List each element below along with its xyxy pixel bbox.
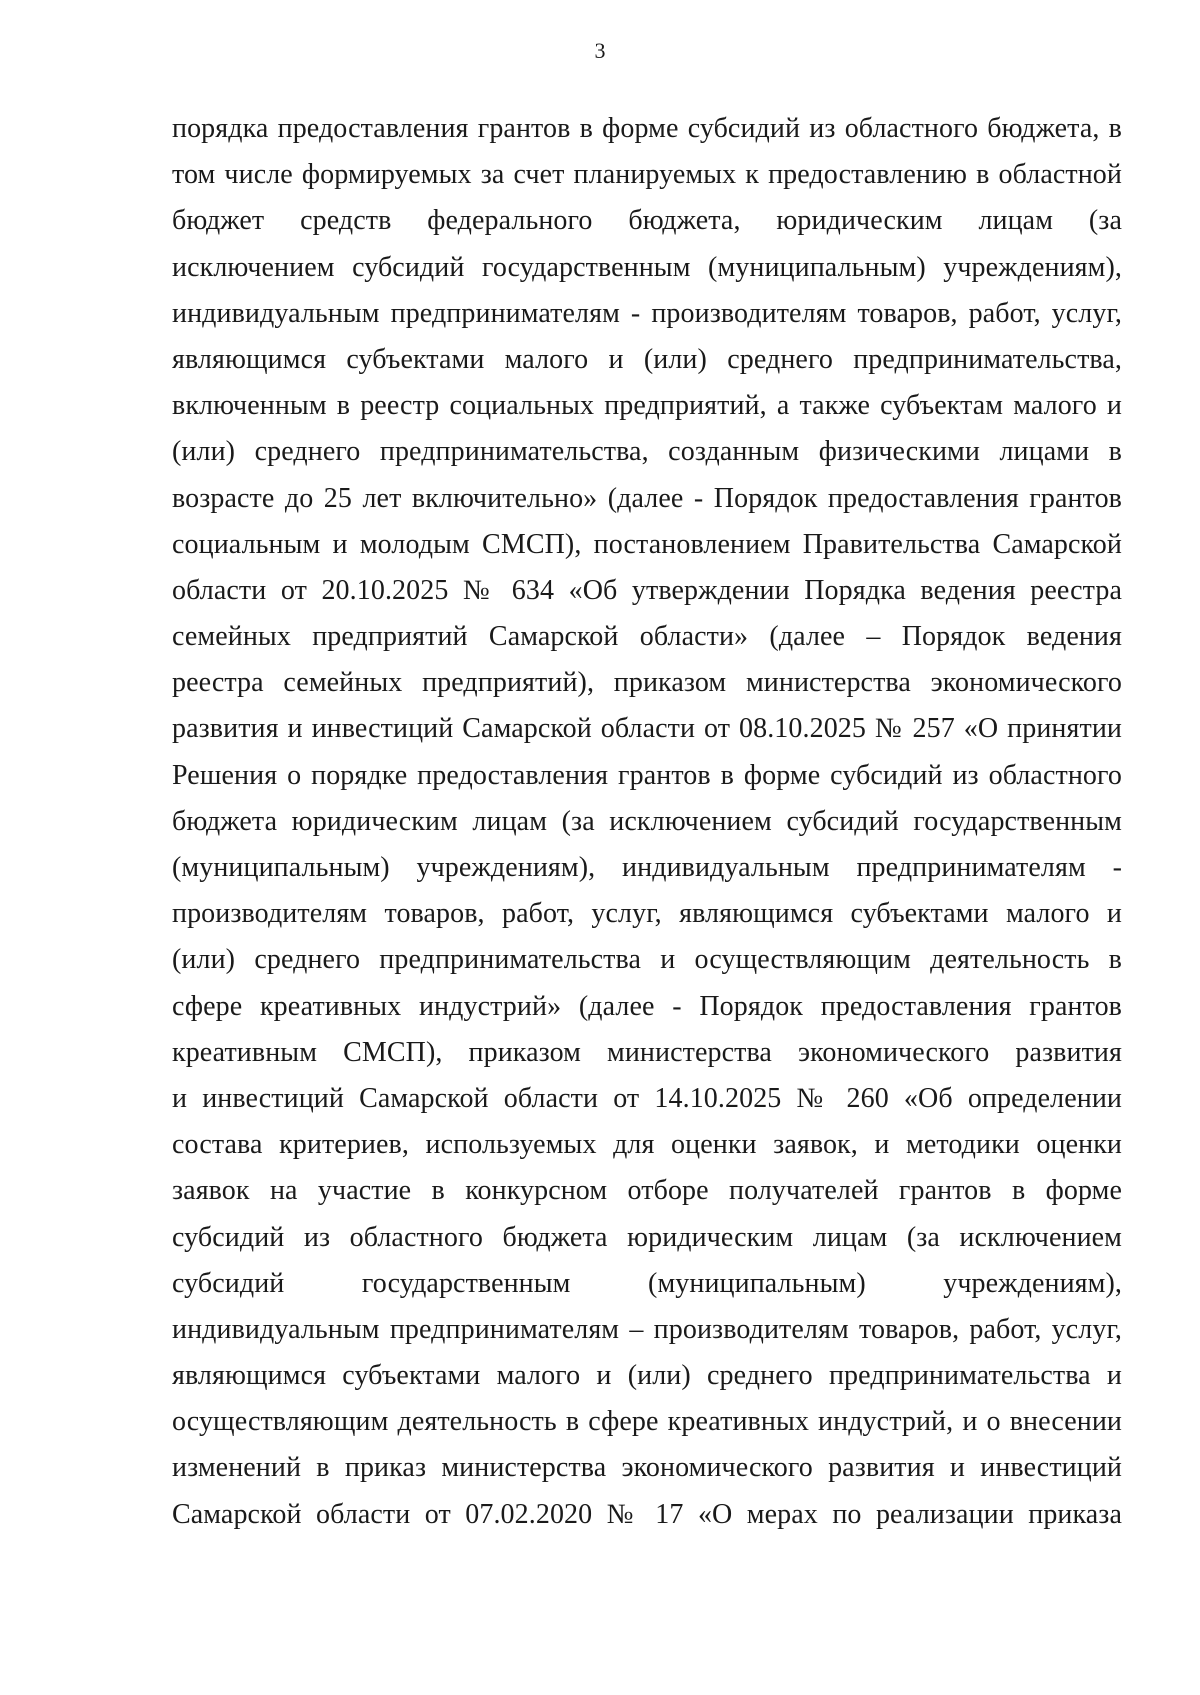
text-line: (или) среднего предпринимательства и осуществляющим деятельность в [172,944,1122,976]
text-line: бюджет средств федерального бюджета, юридическим лицам (за [172,205,1122,237]
text-line: субсидий государственным (муниципальным) учреждениям), [172,1267,1122,1299]
body-paragraph [172,106,1122,1538]
text-line: Решения о порядке предоставления грантов в форме субсидий из областного [172,759,1122,791]
text-line: бюджета юридическим лицам (за исключением субсидий государственным [172,805,1122,837]
text-line: субсидий из областного бюджета юридическим лицам (за исключением [172,1221,1122,1253]
text-line: состава критериев, используемых для оценки заявок, и методики оценки [172,1129,1122,1161]
text-line: реестра семейных предприятий), приказом министерства экономического [172,667,1122,699]
text-line: производителям товаров, работ, услуг, являющимся субъектами малого и [172,898,1122,930]
text-line: креативным СМСП), приказом министерства экономического развития [172,1036,1122,1068]
text-line: сфере креативных индустрий» (далее - Порядок предоставления грантов [172,990,1122,1022]
text-line: области от 20.10.2025 № 634 «Об утверждении Порядка ведения реестра [172,574,1122,606]
text-line: семейных предприятий Самарской области» (далее – Порядок ведения [172,621,1122,653]
text-line: индивидуальным предпринимателям - производителям товаров, работ, услуг, [172,297,1122,329]
text-line: исключением субсидий государственным (муниципальным) учреждениям), [172,251,1122,283]
text-line: являющимся субъектами малого и (или) среднего предпринимательства, [172,343,1122,375]
text-line: развития и инвестиций Самарской области от 08.10.2025 № 257 «О принятии [172,713,1122,745]
text-line: индивидуальным предпринимателям – производителям товаров, работ, услуг, [172,1313,1122,1345]
text-line: изменений в приказ министерства экономического развития и инвестиций [172,1452,1122,1484]
text-line: включенным в реестр социальных предприятий, а также субъектам малого и [172,390,1122,422]
text-line: (муниципальным) учреждениям), индивидуальным предпринимателям - [172,852,1122,883]
text-line: заявок на участие в конкурсном отборе получателей грантов в форме [172,1175,1122,1207]
text-line: порядка предоставления грантов в форме субсидий из областного бюджета, в [172,113,1122,144]
text-line: и инвестиций Самарской области от 14.10.2025 № 260 «Об определении [172,1082,1122,1114]
text-line: возрасте до 25 лет включительно» (далее - Порядок предоставления грантов [172,482,1122,514]
text-line: являющимся субъектами малого и (или) среднего предпринимательства и [172,1360,1122,1392]
text-line: (или) среднего предпринимательства, созданным физическими лицами в [172,436,1122,468]
page-number: 3 [594,38,606,63]
text-line: социальным и молодым СМСП), постановлением Правительства Самарской [172,528,1122,560]
text-line: Самарской области от 07.02.2020 № 17 «О мерах по реализации приказа [172,1498,1122,1530]
text-line: том числе формируемых за счет планируемых к предоставлению в областной [172,159,1122,191]
text-line: осуществляющим деятельность в сфере креативных индустрий, и о внесении [172,1406,1122,1438]
